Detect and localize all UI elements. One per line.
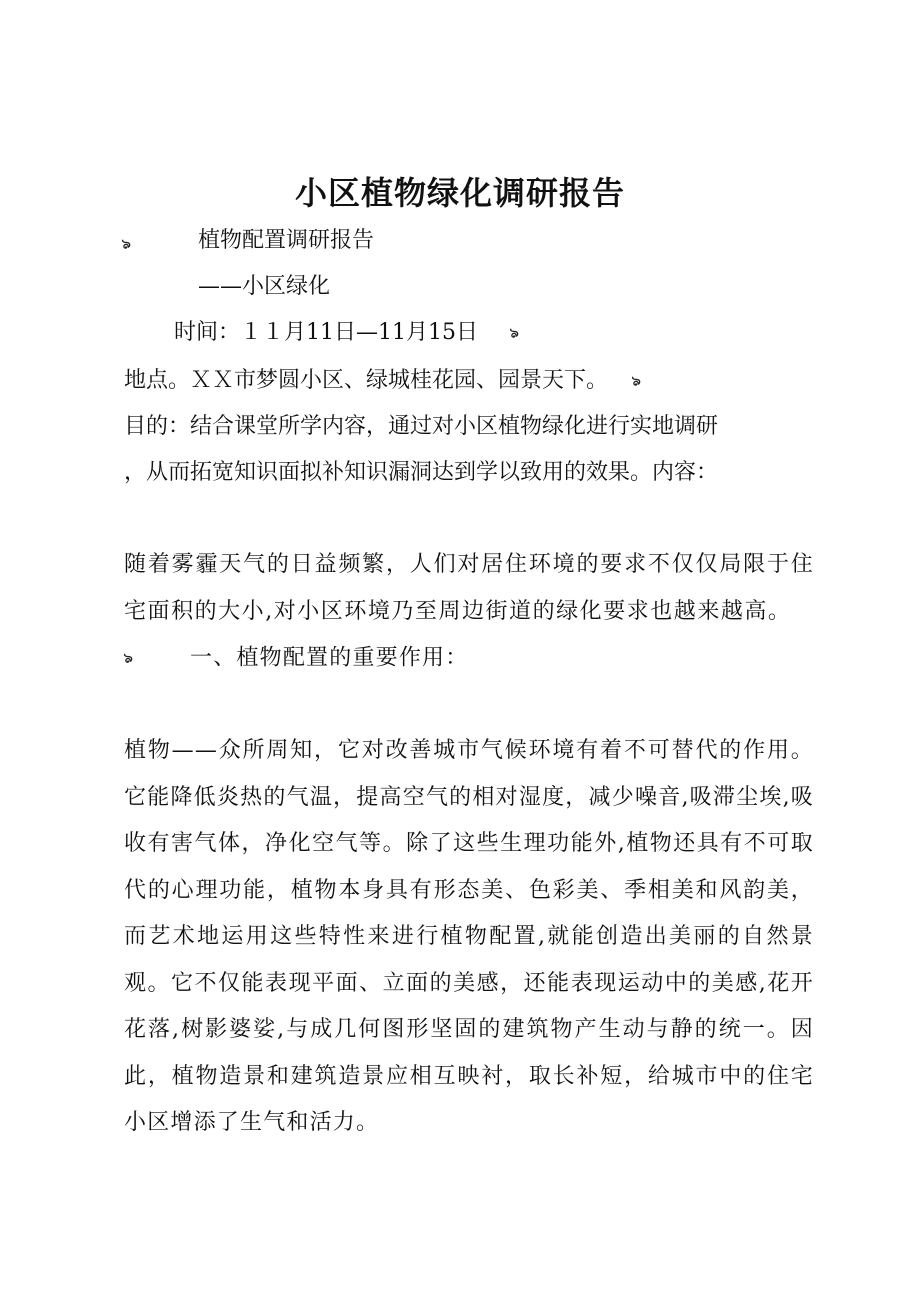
purpose-line-1: 目的：结合课堂所学内容，通过对小区植物绿化进行实地调研 [124,414,719,439]
time-text: 时间：１１月11日—11月15日 [174,320,478,345]
purpose-line-2: ，从而拓宽知识面拟补知识漏洞达到学以致用的效果。内容： [124,460,719,485]
body-paragraph: 植物——众所周知，它对改善城市气候环境有着不可替代的作用。它能降低炎热的气温，提高空气的相对湿度，减少噪音,吸滞尘埃,吸收有害气体，净化空气等。除了这些生理功能外,植物还具有不可取代的心理功能，植物本身具有形态美、色彩美、季相美和风韵美，而艺术地运用这些特性来进行植物配置,就能创造出美丽的自然景观。它不仅能表现平面、立面的美感，还能表现运动中的美感,花开花落,树影婆娑,与成几何图形坚固的建筑物产生动与静的统一。因此，植物造景和建筑造景应相互映衬，取长补短，给城市中的住宅小区增添了生气和活力。 [124,738,814,1135]
paragraph-mark-icon: ঌ [629,372,643,390]
intro-text: 随着雾霾天气的日益频繁，人们对居住环境的要求不仅仅局限于住宅面积的大小,对小区环境乃至周边街道的绿化要求也越来越高。 [124,552,814,624]
time-line [174,318,521,348]
subtitle-dash: ——小区绿化 [198,274,331,299]
paragraph-mark-icon: ঌ [121,648,137,668]
location-text: 地点。ＸＸ市梦圆小区、绿城桂花园、园景天下。 [124,368,609,393]
subtitle: 植物配置调研报告 [198,228,375,253]
location-line [124,366,643,396]
document-title: 小区植物绿化调研报告 [294,174,625,212]
section-1-heading: 一、植物配置的重要作用： [190,645,469,671]
paragraph-mark-icon: ঌ [119,235,133,253]
paragraph-mark-icon: ঌ [507,324,521,342]
intro-paragraph [121,542,814,682]
